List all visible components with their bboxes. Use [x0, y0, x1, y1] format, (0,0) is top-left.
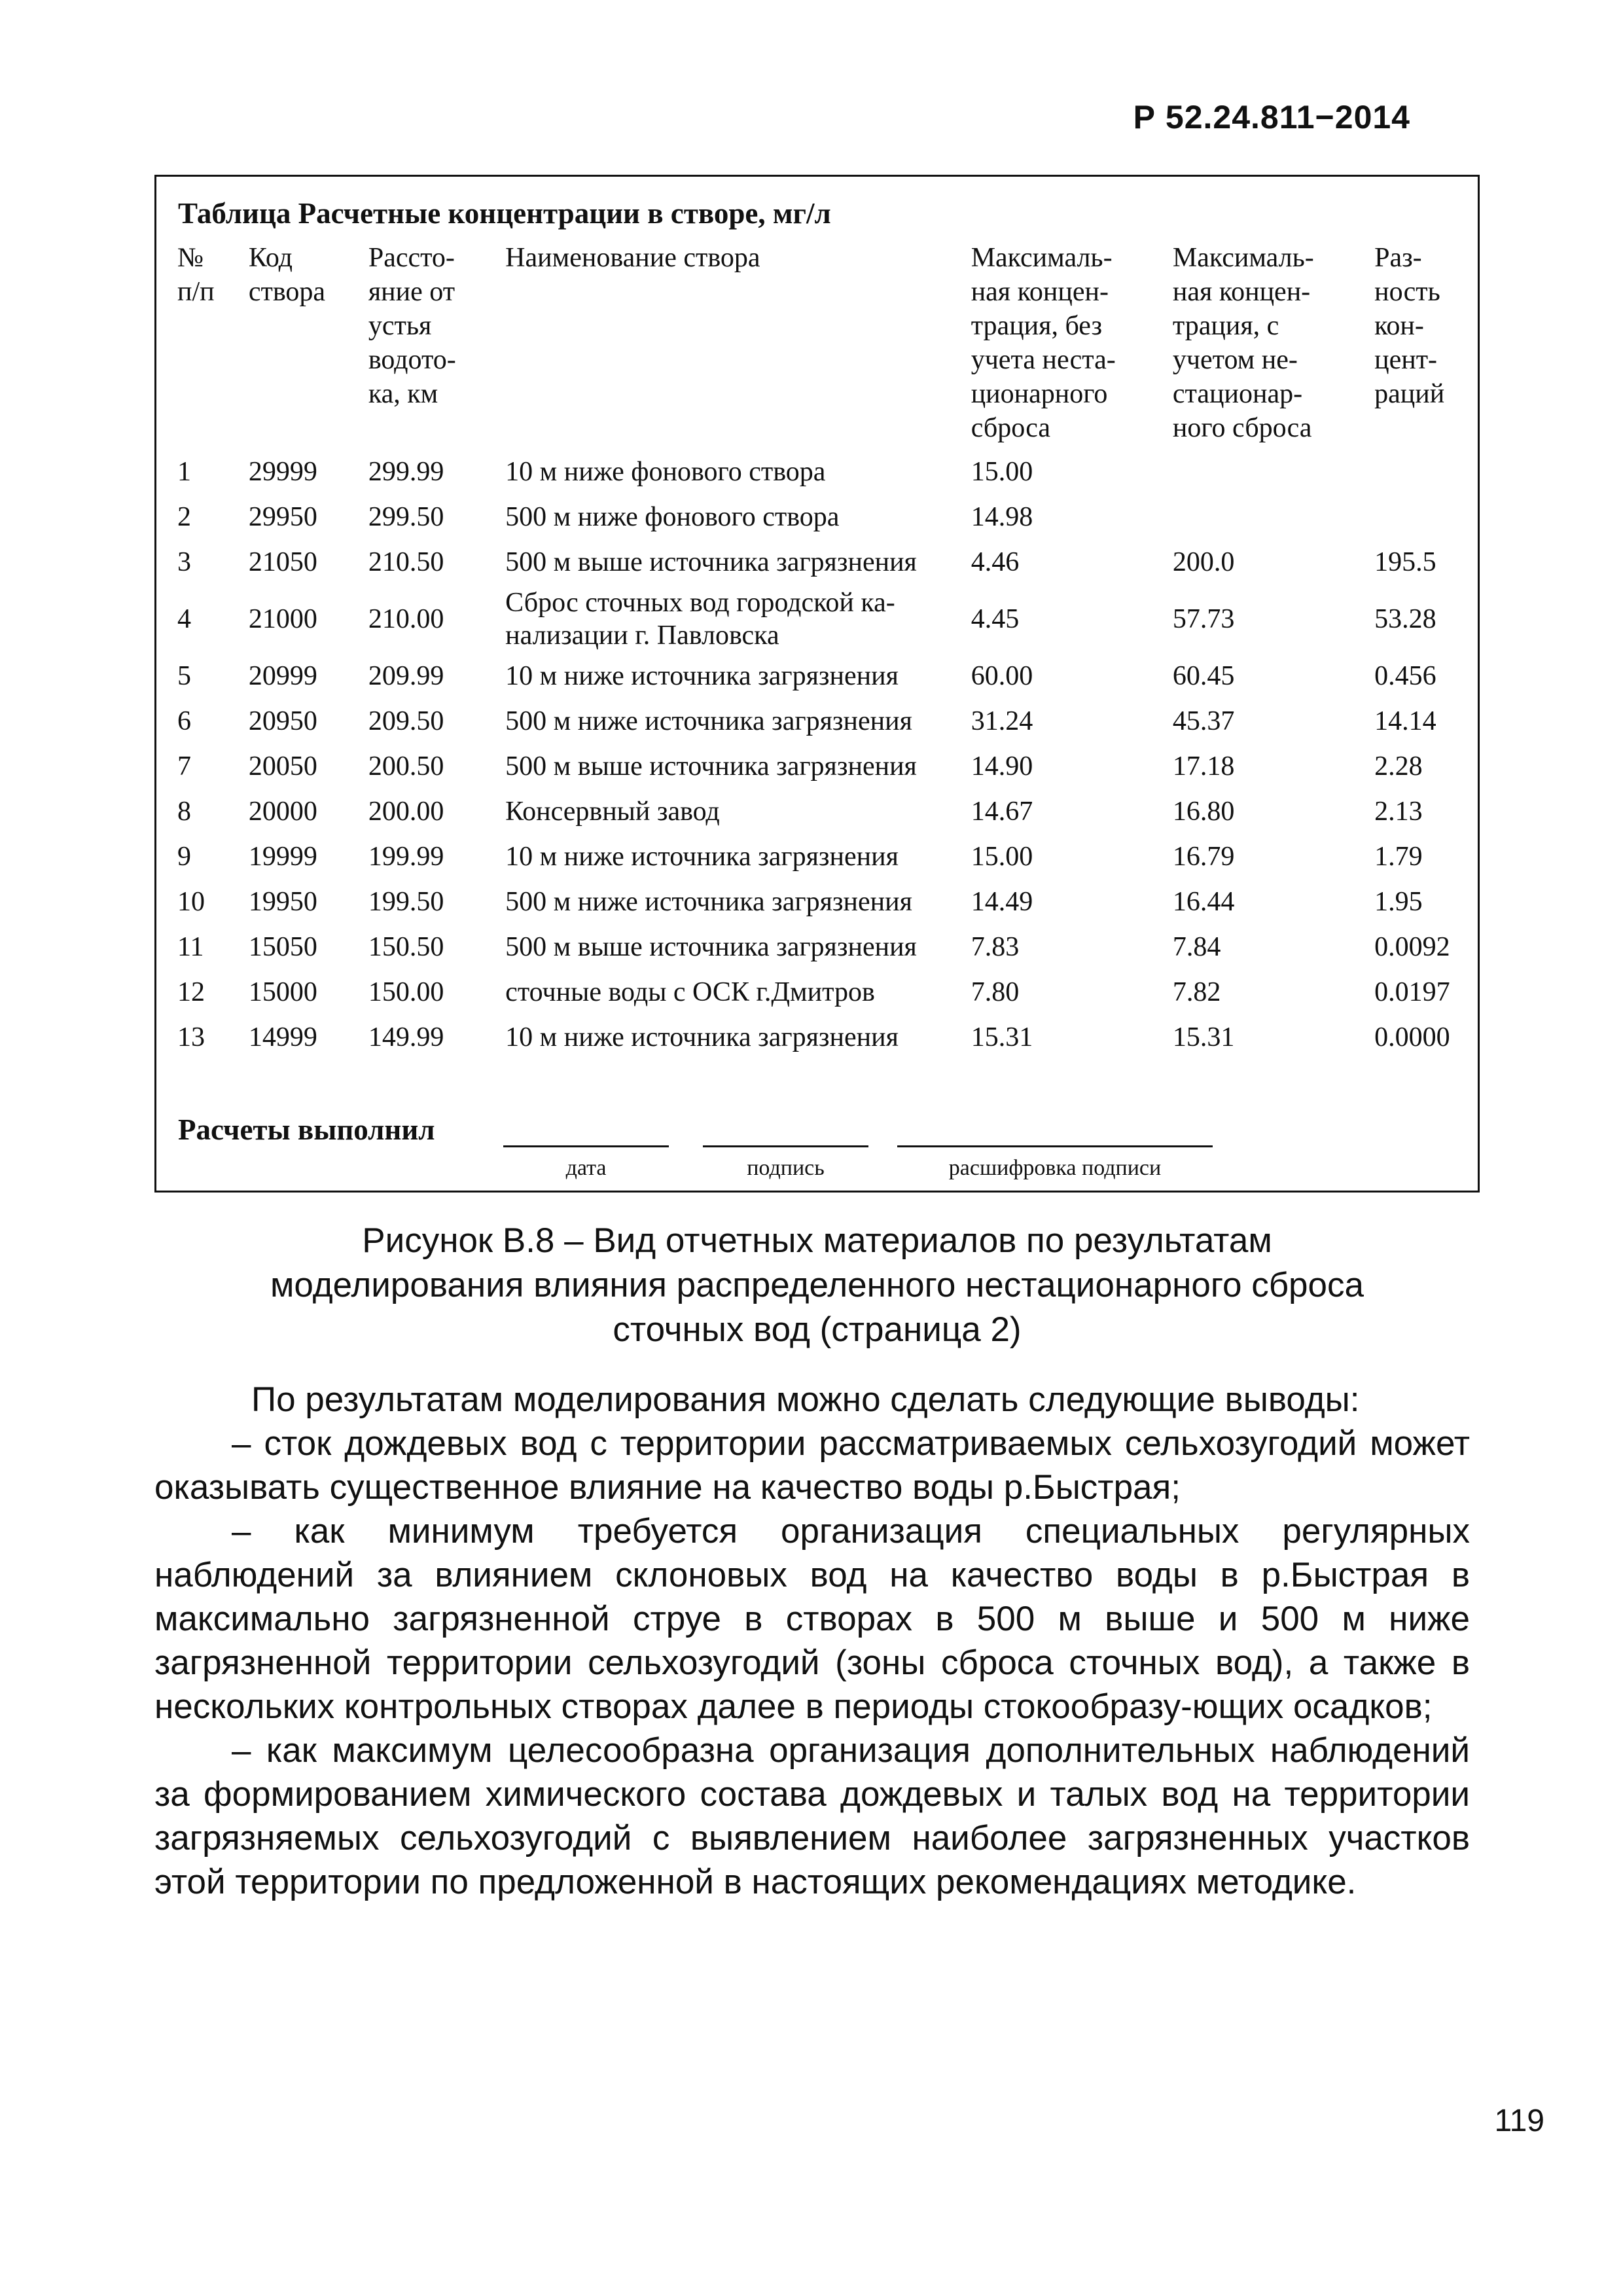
cell-num: 3 [177, 547, 191, 577]
header-distance-line: яние от [368, 277, 455, 307]
cell-num: 11 [177, 931, 204, 962]
cell-max-without: 60.00 [971, 660, 1033, 691]
cell-difference: 1.95 [1374, 886, 1423, 917]
cell-distance: 200.00 [368, 796, 444, 827]
header-difference-line: ность [1374, 277, 1440, 307]
header-num-line: п/п [177, 277, 215, 307]
header-max-without-line: ционарного [971, 379, 1108, 409]
cell-name: Консервный завод [505, 796, 720, 827]
signature-block [178, 1113, 1421, 1185]
table-row [171, 969, 1478, 1014]
figure-caption-line: моделирования влияния распределенного нестационарного сброса [270, 1266, 1364, 1304]
header-distance-line: Рассто- [368, 243, 455, 273]
cell-distance: 200.50 [368, 751, 444, 781]
cell-code: 15000 [248, 977, 317, 1007]
cell-num: 2 [177, 501, 191, 532]
decode-line [897, 1145, 1213, 1147]
cell-distance: 209.50 [368, 706, 444, 736]
table-row [171, 539, 1478, 584]
cell-code: 20999 [248, 660, 317, 691]
cell-max-with: 200.0 [1172, 547, 1235, 577]
header-max-without-line: ная концен- [971, 277, 1109, 307]
header-max-with [1166, 241, 1368, 449]
cell-difference [1368, 494, 1478, 539]
cell-difference: 0.0197 [1374, 977, 1450, 1007]
cell-name: Сброс сточных вод городской ка- нализации г. Павловска [505, 587, 895, 651]
cell-num: 8 [177, 796, 191, 827]
conclusion-item: – как минимум требуется организация специальных регулярных наблюдений за влиянием склоновых вод на качество воды в р.Быстрая в максимально загрязненной струе в створах в 500 м выше и 500 м ниже загрязненной территории сельхозугодий (зоны сброса сточных вод), а также в нескольких контрольных створах далее в периоды стокообразу-ющих осадков; [154, 1512, 1470, 1726]
cell-difference: 2.28 [1374, 751, 1423, 781]
cell-num: 9 [177, 841, 191, 872]
header-difference-line: кон- [1374, 311, 1424, 341]
cell-difference: 14.14 [1374, 706, 1436, 736]
cell-max-with: 16.44 [1172, 886, 1235, 917]
cell-max-with: 57.73 [1172, 603, 1235, 634]
cell-max-without: 4.46 [971, 547, 1020, 577]
concentration-table [171, 241, 1478, 1060]
cell-name: 10 м ниже источника загрязнения [505, 660, 899, 691]
cell-distance: 149.99 [368, 1022, 444, 1052]
header-distance [362, 241, 499, 449]
cell-max-without: 15.31 [971, 1022, 1033, 1052]
header-distance-line: устья [368, 311, 432, 341]
header-max-with-line: стационар- [1172, 379, 1303, 409]
header-max-with-line: учетом не- [1172, 345, 1298, 375]
cell-max-without: 15.00 [971, 456, 1033, 487]
header-num-line: № [177, 243, 204, 273]
cell-num: 7 [177, 751, 191, 781]
cell-max-without: 15.00 [971, 841, 1033, 872]
figure-caption-line: Рисунок В.8 – Вид отчетных материалов по результатам [362, 1221, 1272, 1260]
cell-code: 19950 [248, 886, 317, 917]
cell-num: 12 [177, 977, 205, 1007]
cell-max-without: 14.90 [971, 751, 1033, 781]
cell-code: 20000 [248, 796, 317, 827]
cell-max-without: 31.24 [971, 706, 1033, 736]
header-code [242, 241, 362, 449]
conclusion-item: – сток дождевых вод с территории рассматриваемых сельхозугодий может оказывать существенное влияние на качество воды р.Быстрая; [154, 1424, 1470, 1507]
cell-code: 20050 [248, 751, 317, 781]
cell-code: 29999 [248, 456, 317, 487]
cell-difference: 0.0000 [1374, 1022, 1450, 1052]
signature-label: Расчеты выполнил [178, 1113, 435, 1146]
figure-caption [154, 1219, 1480, 1352]
cell-distance: 299.99 [368, 456, 444, 487]
header-max-with-line: ного сброса [1172, 413, 1312, 443]
decode-caption: расшифровка подписи [948, 1156, 1162, 1180]
cell-distance: 210.00 [368, 603, 444, 634]
table-row [171, 1014, 1478, 1060]
cell-num: 10 [177, 886, 205, 917]
conclusions-intro: По результатам моделирования можно сделать следующие выводы: [251, 1380, 1360, 1419]
header-max-with-line: трация, с [1172, 311, 1279, 341]
signature-line [703, 1145, 868, 1147]
cell-difference: 0.0092 [1374, 931, 1450, 962]
cell-name: 500 м ниже фонового створа [505, 501, 840, 532]
document-code: Р 52.24.811−2014 [1133, 99, 1410, 135]
cell-distance: 199.50 [368, 886, 444, 917]
header-difference [1368, 241, 1478, 449]
header-difference-line: цент- [1374, 345, 1438, 375]
cell-max-with [1166, 494, 1368, 539]
cell-max-with: 16.80 [1172, 796, 1235, 827]
cell-num: 6 [177, 706, 191, 736]
cell-code: 21000 [248, 603, 317, 634]
table-row [171, 789, 1478, 834]
cell-code: 20950 [248, 706, 317, 736]
cell-max-without: 4.45 [971, 603, 1020, 634]
cell-max-without: 14.49 [971, 886, 1033, 917]
cell-num: 4 [177, 603, 191, 634]
conclusion-item: – как максимум целесообразна организация дополнительных наблюдений за формированием химического состава дождевых и талых вод на территории загрязняемых сельхозугодий с выявлением наиболее загрязненных участков этой территории по предложенной в настоящих рекомендациях методике. [154, 1731, 1470, 1901]
cell-max-with [1166, 449, 1368, 494]
cell-max-with: 16.79 [1172, 841, 1235, 872]
cell-code: 21050 [248, 547, 317, 577]
table-header-row [171, 241, 1478, 449]
header-max-without-line: Максималь- [971, 243, 1113, 273]
header-code-line: Код [248, 243, 293, 273]
cell-difference: 1.79 [1374, 841, 1423, 872]
cell-code: 19999 [248, 841, 317, 872]
cell-max-without: 7.80 [971, 977, 1020, 1007]
table-row [171, 584, 1478, 653]
cell-distance: 299.50 [368, 501, 444, 532]
cell-max-without: 7.83 [971, 931, 1020, 962]
cell-name: 500 м выше источника загрязнения [505, 751, 917, 781]
cell-max-without: 14.67 [971, 796, 1033, 827]
table-row [171, 879, 1478, 924]
header-max-without-line: трация, без [971, 311, 1103, 341]
cell-max-without: 14.98 [971, 501, 1033, 532]
table-row [171, 698, 1478, 744]
cell-distance: 210.50 [368, 547, 444, 577]
date-line [503, 1145, 669, 1147]
cell-code: 29950 [248, 501, 317, 532]
table-row [171, 744, 1478, 789]
cell-difference: 195.5 [1374, 547, 1436, 577]
cell-distance: 209.99 [368, 660, 444, 691]
cell-num: 1 [177, 456, 191, 487]
cell-difference: 0.456 [1374, 660, 1436, 691]
header-max-with-line: Максималь- [1172, 243, 1314, 273]
header-code-line: створа [248, 277, 326, 307]
cell-max-with: 17.18 [1172, 751, 1235, 781]
cell-difference: 53.28 [1374, 603, 1436, 634]
table-row [171, 924, 1478, 969]
conclusions-text [154, 1378, 1470, 1904]
cell-code: 14999 [248, 1022, 317, 1052]
cell-num: 5 [177, 660, 191, 691]
header-name-line: Наименование створа [505, 243, 760, 273]
header-max-without-line: сброса [971, 413, 1051, 443]
cell-name: сточные воды с ОСК г.Дмитров [505, 977, 875, 1007]
cell-distance: 150.50 [368, 931, 444, 962]
table-row [171, 834, 1478, 879]
cell-max-with: 15.31 [1172, 1022, 1235, 1052]
report-frame [154, 175, 1480, 1193]
cell-name: 10 м ниже источника загрязнения [505, 1022, 899, 1052]
cell-max-with: 7.82 [1172, 977, 1221, 1007]
signature-caption: подпись [747, 1156, 825, 1180]
header-max-without [965, 241, 1166, 449]
header-distance-line: водото- [368, 345, 456, 375]
cell-name: 500 м выше источника загрязнения [505, 931, 917, 962]
cell-max-with: 60.45 [1172, 660, 1235, 691]
cell-name: 10 м ниже фонового створа [505, 456, 826, 487]
header-difference-line: Раз- [1374, 243, 1422, 273]
cell-code: 15050 [248, 931, 317, 962]
header-name [499, 241, 965, 449]
page-number: 119 [1494, 2104, 1544, 2138]
header-distance-line: ка, км [368, 379, 438, 409]
cell-name: 500 м ниже источника загрязнения [505, 886, 912, 917]
cell-max-with: 7.84 [1172, 931, 1221, 962]
cell-num: 13 [177, 1022, 205, 1052]
cell-max-with: 45.37 [1172, 706, 1235, 736]
cell-difference [1368, 449, 1478, 494]
header-max-with-line: ная концен- [1172, 277, 1311, 307]
table-title: Таблица Расчетные концентрации в створе, мг/л [178, 197, 831, 230]
date-caption: дата [565, 1156, 607, 1180]
cell-distance: 199.99 [368, 841, 444, 872]
header-difference-line: раций [1374, 379, 1445, 409]
header-num [171, 241, 242, 449]
cell-name: 500 м ниже источника загрязнения [505, 706, 912, 736]
cell-difference: 2.13 [1374, 796, 1423, 827]
cell-name: 500 м выше источника загрязнения [505, 547, 917, 577]
cell-distance: 150.00 [368, 977, 444, 1007]
header-max-without-line: учета неста- [971, 345, 1116, 375]
table-row [171, 494, 1478, 539]
table-row [171, 449, 1478, 494]
cell-name: 10 м ниже источника загрязнения [505, 841, 899, 872]
table-row [171, 653, 1478, 698]
figure-caption-line: сточных вод (страница 2) [613, 1310, 1022, 1349]
